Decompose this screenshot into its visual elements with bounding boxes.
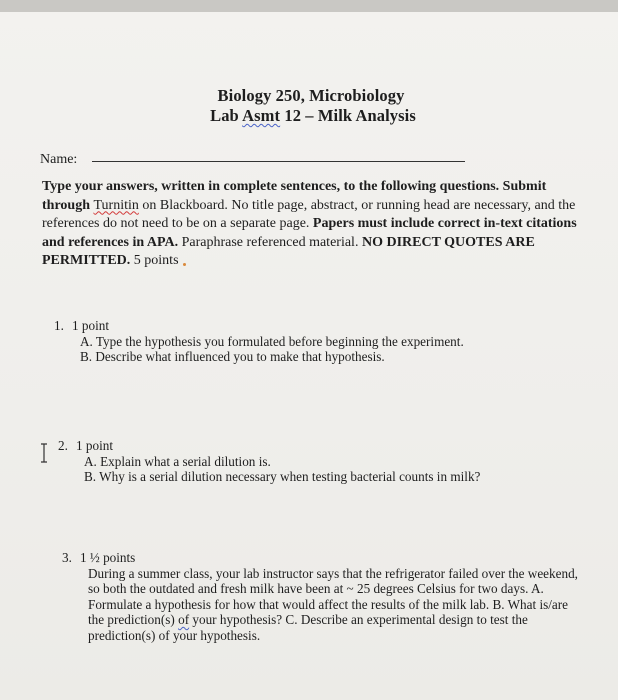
instructions-part-1: Type your answers, written in complete sentences, to the following questions. Submit through: [42, 179, 547, 213]
text-cursor-icon: [39, 443, 49, 463]
question-2-points: 1 point: [76, 438, 113, 453]
instructions-turnitin: Turnitin: [93, 197, 139, 213]
cursor-dot: [183, 263, 186, 266]
question-1-number: 1.: [54, 318, 64, 333]
assignment-title: [4, 106, 618, 126]
question-3-text-a: During a summer class, your lab instructor says that the refrigerator failed over the weekend, so both the outdated and fresh milk have been at ~ 25 degrees Celsius for two days. A. Formulate a hypothesis for how that would affect the results of the milk lab. B. What is/are the prediction(s): [88, 565, 578, 627]
course-title: Biology 250, Microbiology: [217, 86, 405, 105]
instructions-bold-citations: Papers must include correct in-text citations and references in APA.: [42, 216, 577, 250]
name-field-line[interactable]: [92, 161, 465, 162]
question-2-number: 2.: [58, 438, 68, 453]
instructions-part-3: Paraphrase referenced material.: [178, 234, 362, 250]
assignment-title-prefix: Lab: [210, 106, 243, 125]
question-1-part-a: A. Type the hypothesis you formulated before beginning the experiment.: [80, 333, 464, 349]
question-2-header: [58, 438, 558, 454]
question-3-header: [62, 550, 582, 566]
instructions-points: 5 points: [130, 253, 179, 268]
question-3-points: 1 ½ points: [80, 550, 136, 565]
question-1-part-b: B. Describe what influenced you to make that hypothesis.: [80, 349, 385, 364]
question-3-text-b: your hypothesis? C. Describe an experimental design to test the prediction(s) of your hypothesis.: [88, 612, 528, 643]
question-3: [62, 550, 582, 643]
question-2-part-a: A. Explain what a serial dilution is.: [84, 453, 271, 469]
window-top-strip: [0, 0, 618, 12]
question-1-header: [54, 318, 554, 334]
question-3-text-of: of: [178, 612, 190, 627]
question-2-part-b: B. Why is a serial dilution necessary when testing bacterial counts in milk?: [84, 469, 481, 484]
assignment-title-asmt: Asmt: [242, 106, 281, 125]
assignment-title-suffix: 12 – Milk Analysis: [280, 106, 416, 125]
instructions-bold-no-quotes: NO DIRECT QUOTES ARE PERMITTED.: [42, 234, 535, 268]
instructions-paragraph: [42, 178, 592, 271]
question-1: [54, 318, 554, 365]
question-2: [58, 438, 558, 485]
instructions-part-2: on Blackboard. No title page, abstract, or running head are necessary, and the references do not need to be on a separate page.: [42, 197, 576, 231]
name-label: Name:: [40, 152, 78, 167]
question-1-points: 1 point: [72, 318, 109, 333]
question-3-text: [62, 566, 578, 644]
question-3-number: 3.: [62, 550, 72, 565]
